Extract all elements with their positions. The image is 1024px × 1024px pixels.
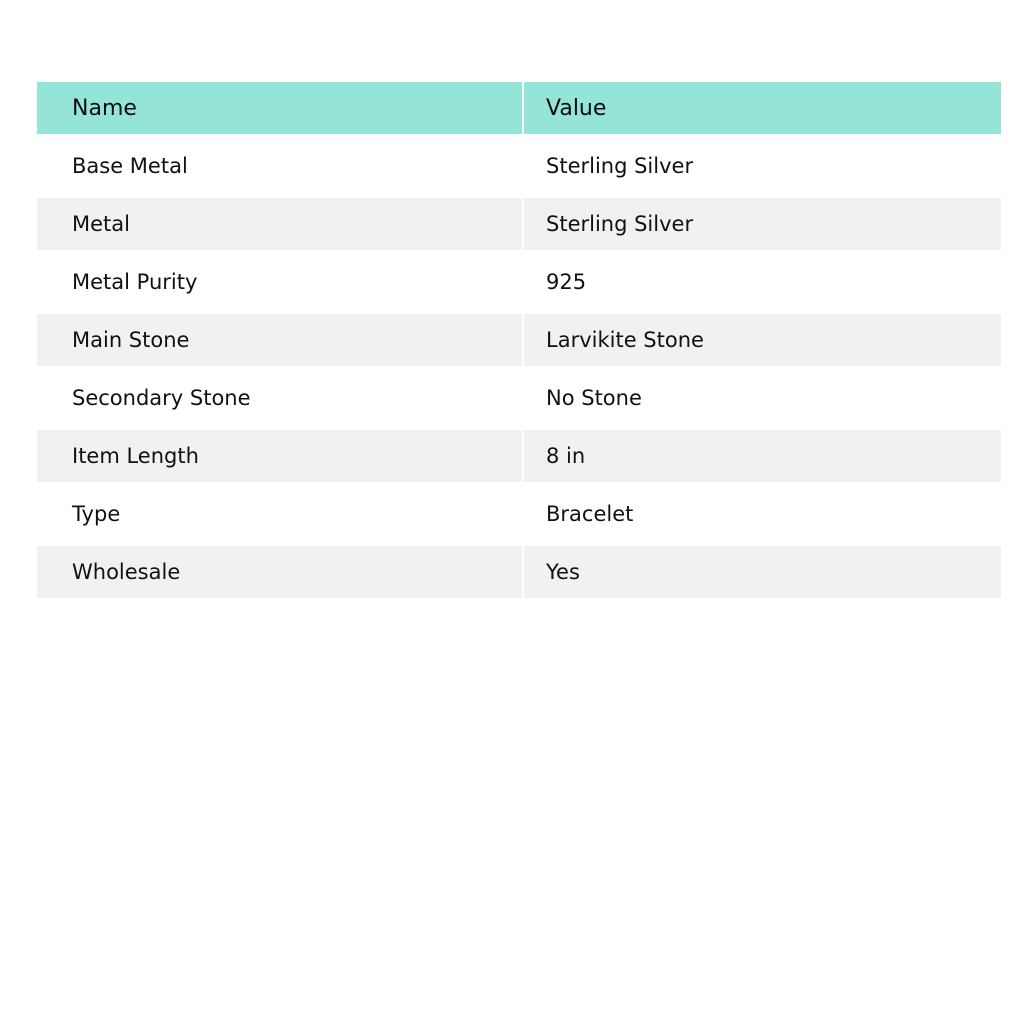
row-value-cell: Larvikite Stone — [523, 314, 1001, 366]
table-row — [37, 546, 1001, 598]
table-row — [37, 314, 1001, 366]
table-body — [37, 134, 1001, 598]
row-value-cell: No Stone — [523, 366, 1001, 430]
specifications-table — [37, 82, 1001, 598]
table-row — [37, 366, 1001, 430]
row-name-cell: Secondary Stone — [37, 366, 523, 430]
table-row — [37, 250, 1001, 314]
row-value-cell: 925 — [523, 250, 1001, 314]
row-name-cell: Item Length — [37, 430, 523, 482]
header-row — [37, 82, 1001, 134]
row-name-cell: Metal Purity — [37, 250, 523, 314]
row-name-cell: Metal — [37, 198, 523, 250]
row-name-cell: Type — [37, 482, 523, 546]
table-row — [37, 134, 1001, 198]
table-row — [37, 430, 1001, 482]
row-name-cell: Base Metal — [37, 134, 523, 198]
row-name-cell: Main Stone — [37, 314, 523, 366]
row-value-cell: Sterling Silver — [523, 198, 1001, 250]
table-row — [37, 482, 1001, 546]
table-header — [37, 82, 1001, 134]
table-row — [37, 198, 1001, 250]
row-name-cell: Wholesale — [37, 546, 523, 598]
column-header-name: Name — [37, 82, 523, 134]
column-header-value: Value — [523, 82, 1001, 134]
row-value-cell: Sterling Silver — [523, 134, 1001, 198]
row-value-cell: 8 in — [523, 430, 1001, 482]
row-value-cell: Bracelet — [523, 482, 1001, 546]
row-value-cell: Yes — [523, 546, 1001, 598]
